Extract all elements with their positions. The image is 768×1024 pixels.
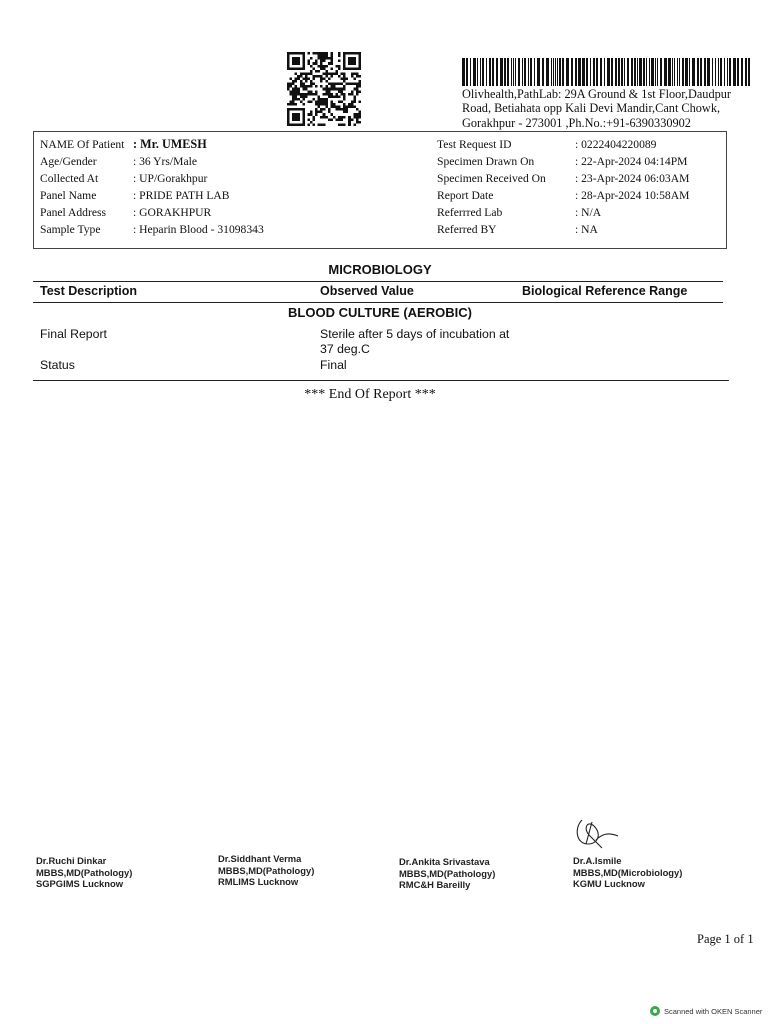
doctor-signatory [399, 856, 495, 891]
divider [33, 281, 723, 282]
column-header-reference-range: Biological Reference Range [522, 284, 688, 298]
column-header-observed-value: Observed Value [320, 284, 414, 298]
sample-type-label: Sample Type [40, 223, 101, 236]
age-gender-value: : 36 Yrs/Male [133, 155, 197, 168]
doctor-name: Dr.Ruchi Dinkar [36, 855, 107, 866]
doctor-signatory [36, 855, 132, 890]
barcode [462, 58, 754, 86]
page-number: Page 1 of 1 [697, 932, 754, 946]
doctor-name: Dr.Ankita Srivastava [399, 856, 490, 867]
column-header-test-description: Test Description [40, 284, 138, 298]
doctor-institute: SGPGIMS Lucknow [36, 878, 123, 889]
test-request-value: : 0222404220089 [575, 138, 657, 151]
specimen-received-value: : 23-Apr-2024 06:03AM [575, 172, 690, 185]
patient-name-label: NAME Of Patient [40, 138, 125, 151]
report-date-value: : 28-Apr-2024 10:58AM [575, 189, 690, 202]
doctor-name: Dr.Siddhant Verma [218, 853, 302, 864]
signature-image [572, 814, 622, 858]
doctor-name: Dr.A.Ismile [573, 855, 622, 866]
doctor-institute: RMLIMS Lucknow [218, 876, 299, 887]
final-report-value-line: 37 deg.C [320, 342, 370, 356]
qr-code [285, 52, 363, 126]
referred-lab-value: : N/A [575, 206, 602, 219]
panel-address-value: : GORAKHPUR [133, 206, 212, 219]
test-request-label: Test Request ID [437, 138, 512, 151]
referred-lab-label: Referrred Lab [437, 206, 503, 219]
doctor-institute: KGMU Lucknow [573, 878, 645, 889]
status-label: Status [40, 358, 75, 372]
report-date-label: Report Date [437, 189, 494, 202]
specimen-drawn-label: Specimen Drawn On [437, 155, 535, 168]
doctor-degree: MBBS,MD(Pathology) [218, 864, 315, 876]
panel-name-label: Panel Name [40, 189, 97, 202]
doctor-signatory [573, 855, 682, 890]
final-report-label: Final Report [40, 327, 107, 341]
specimen-received-label: Specimen Received On [437, 172, 546, 185]
sample-type-value: : Heparin Blood - 31098343 [133, 223, 264, 236]
section-title: MICROBIOLOGY [328, 262, 432, 277]
collected-at-value: : UP/Gorakhpur [133, 172, 208, 185]
doctor-signatory [218, 853, 314, 888]
lab-address-line: Road, Betiahata opp Kali Devi Mandir,Cant Chowk, [462, 101, 721, 116]
final-report-value [320, 327, 509, 357]
specimen-drawn-value: : 22-Apr-2024 04:14PM [575, 155, 688, 168]
divider [33, 380, 729, 381]
lab-address-line: Gorakhpur - 273001 ,Ph.No.:+91-6390330902 [462, 115, 691, 130]
referred-by-value: : NA [575, 223, 598, 236]
lab-address-line: Olivhealth,PathLab: 29A Ground & 1st Floor,Daudpur [462, 87, 731, 101]
panel-name-value: : PRIDE PATH LAB [133, 189, 230, 202]
doctor-institute: RMC&H Bareilly [399, 879, 471, 890]
doctor-degree: MBBS,MD(Pathology) [399, 867, 496, 879]
panel-address-label: Panel Address [40, 206, 107, 219]
scanner-text: Scanned with OKEN Scanner [664, 1006, 763, 1016]
divider [33, 302, 723, 303]
end-of-report: *** End Of Report *** [304, 387, 436, 402]
doctor-degree: MBBS,MD(Microbiology) [573, 866, 683, 878]
scanner-watermark [650, 1006, 762, 1016]
referred-by-label: Referred BY [437, 223, 497, 236]
patient-details-box [33, 131, 727, 249]
patient-name-value: : Mr. UMESH [133, 137, 207, 151]
collected-at-label: Collected At [40, 172, 99, 185]
age-gender-label: Age/Gender [40, 155, 97, 168]
final-report-value-line: Sterile after 5 days of incubation at [320, 327, 510, 341]
doctor-degree: MBBS,MD(Pathology) [36, 866, 133, 878]
test-name: BLOOD CULTURE (AEROBIC) [288, 305, 472, 320]
lab-address [462, 87, 762, 130]
oken-scanner-icon [650, 1006, 660, 1016]
status-value: Final [320, 358, 347, 372]
